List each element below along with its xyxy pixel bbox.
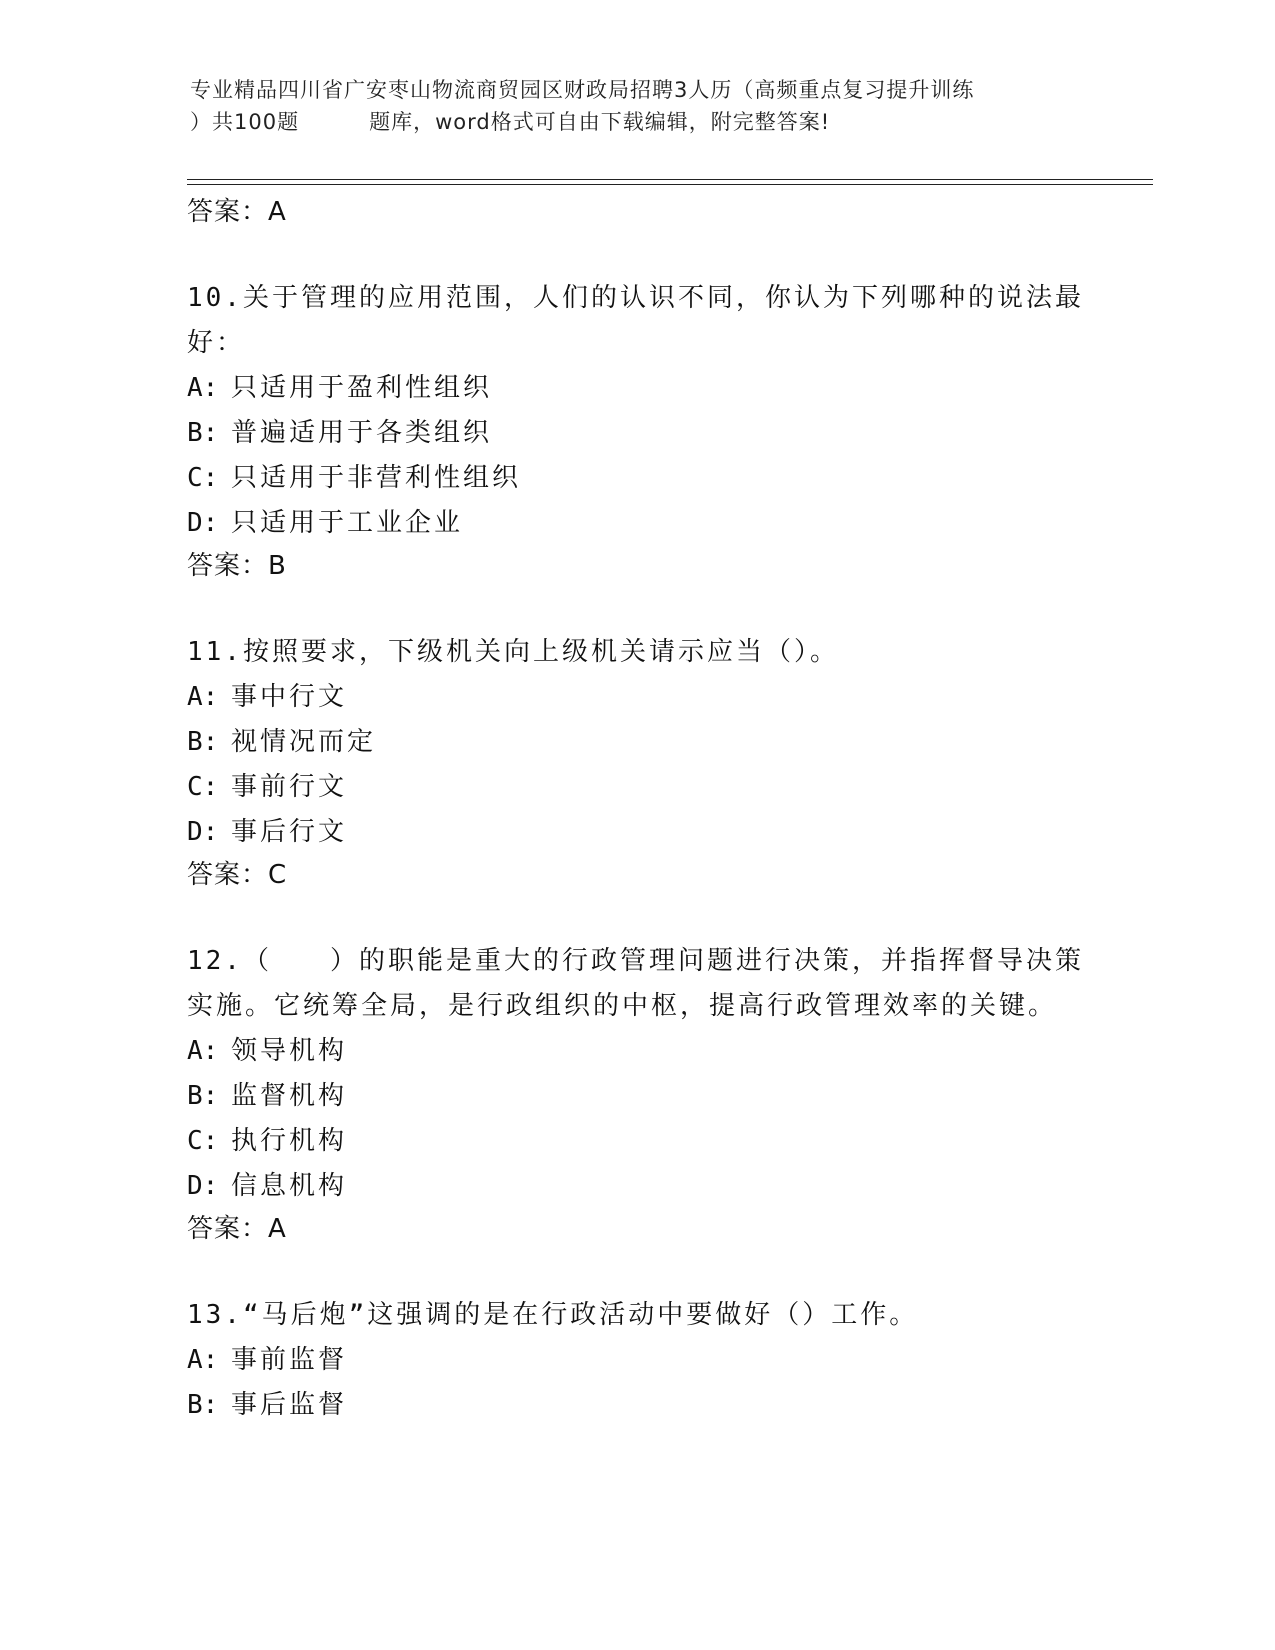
option-key: B: [187, 1390, 219, 1420]
question-number: 13. [187, 1300, 243, 1330]
question-13 [187, 1293, 1087, 1428]
answer-line: 答案：B [187, 551, 287, 581]
option-d [187, 501, 1087, 546]
option-text: 事后监督 [231, 1390, 348, 1420]
question-number: 12. [187, 946, 243, 976]
question-text [187, 630, 1087, 675]
question-text-line-1: 关于管理的应用范围，人们的认识不同，你认为下列哪种的说法最 [242, 283, 1084, 313]
option-key: D: [187, 817, 219, 847]
question-11 [187, 630, 1087, 895]
option-a [187, 366, 1087, 411]
option-key: A: [187, 373, 219, 403]
option-a [187, 1029, 1087, 1074]
answer-line: 答案：A [187, 197, 287, 227]
question-text [187, 939, 1087, 984]
option-text: 视情况而定 [231, 727, 377, 757]
question-number: 10. [187, 283, 243, 313]
question-text-line-1: 按照要求，下级机关向上级机关请示应当（）。 [242, 637, 839, 667]
option-key: A: [187, 1345, 219, 1375]
option-text: 只适用于盈利性组织 [231, 373, 493, 403]
option-key: B: [187, 418, 219, 448]
option-text: 领导机构 [231, 1036, 348, 1066]
option-key: A: [187, 682, 219, 712]
question-list [187, 192, 1087, 1428]
option-text: 监督机构 [231, 1081, 348, 1111]
option-a [187, 675, 1087, 720]
option-text: 执行机构 [231, 1126, 348, 1156]
option-b [187, 411, 1087, 456]
option-key: C: [187, 1126, 219, 1156]
option-key: C: [187, 463, 219, 493]
header-rule-top [187, 179, 1153, 180]
option-text: 只适用于工业企业 [231, 508, 464, 538]
option-b [187, 1074, 1087, 1119]
question-number: 11. [187, 637, 243, 667]
option-c [187, 1119, 1087, 1164]
option-text: 事后行文 [231, 817, 348, 847]
option-c [187, 456, 1087, 501]
option-a [187, 1338, 1087, 1383]
question-text-line-1: （ ）的职能是重大的行政管理问题进行决策，并指挥督导决策 [242, 946, 1084, 976]
option-c [187, 765, 1087, 810]
option-key: B: [187, 1081, 219, 1111]
option-b [187, 1383, 1087, 1428]
question-10 [187, 276, 1087, 586]
header-line-2-end: 题库，word格式可自由下载编辑，附完整答案! [369, 110, 831, 134]
option-key: D: [187, 1171, 219, 1201]
answer-line: 答案：C [187, 860, 288, 890]
question-text-line-1: “马后炮”这强调的是在行政活动中要做好（）工作。 [242, 1300, 919, 1330]
option-text: 信息机构 [231, 1171, 348, 1201]
header-line-1: 专业精品四川省广安枣山物流商贸园区财政局招聘3人历（高频重点复习提升训练 [190, 78, 975, 102]
option-key: D: [187, 508, 219, 538]
question-text-line-2: 好： [187, 328, 246, 358]
option-b [187, 720, 1087, 765]
option-text: 只适用于非营利性组织 [231, 463, 522, 493]
header-line-2 [190, 106, 1090, 138]
option-text: 事前监督 [231, 1345, 348, 1375]
option-text: 事前行文 [231, 772, 348, 802]
option-key: A: [187, 1036, 219, 1066]
document-header [190, 74, 1090, 138]
option-key: B: [187, 727, 219, 757]
option-d [187, 1164, 1087, 1209]
header-line-2-start: ）共100题 [190, 110, 300, 134]
question-text [187, 276, 1087, 321]
option-d [187, 810, 1087, 855]
question-12 [187, 939, 1087, 1249]
answer-line: 答案：A [187, 1214, 287, 1244]
option-key: C: [187, 772, 219, 802]
option-text: 事中行文 [231, 682, 348, 712]
option-text: 普遍适用于各类组织 [231, 418, 493, 448]
question-text [187, 1293, 1087, 1338]
header-rule-bottom [187, 184, 1153, 185]
question-text-line-2: 实施。它统筹全局，是行政组织的中枢，提高行政管理效率的关键。 [187, 991, 1058, 1021]
